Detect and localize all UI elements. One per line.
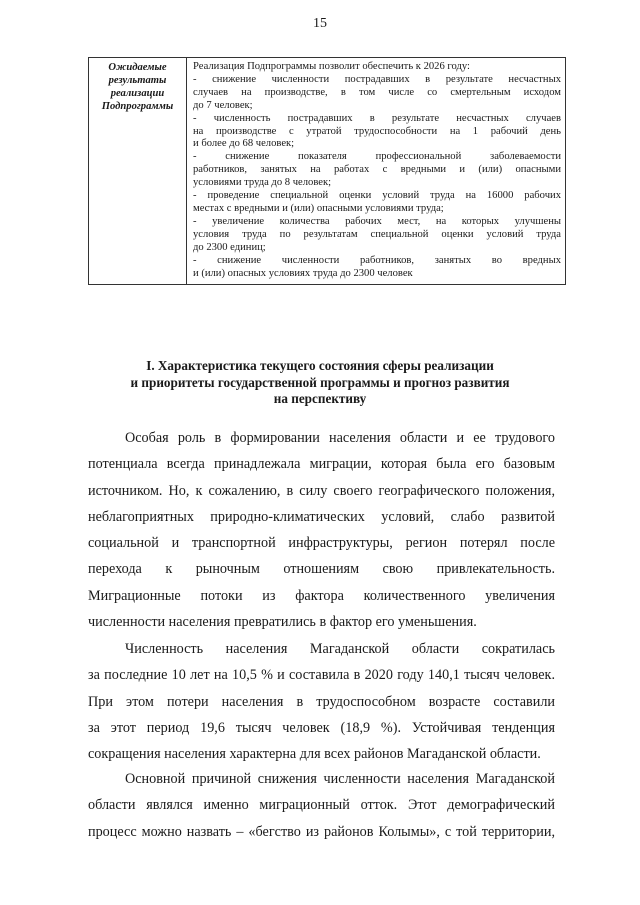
content-line: - снижение численности работников, занятых во вредных: [193, 254, 561, 266]
content-line: Реализация Подпрограммы позволит обеспечить к 2026 году:: [193, 61, 470, 72]
heading-line: на перспективу: [273, 391, 367, 407]
content-line: условиями труда до 8 человек;: [193, 177, 332, 189]
label-line: Подпрограммы: [101, 100, 174, 112]
table-content-cell: [187, 58, 566, 285]
content-line: и (или) опасных условиях труда до 2300 человек: [193, 267, 413, 279]
content-line: случаев на производстве, в том числе со смертельным исходом: [193, 86, 561, 98]
text-line: Миграционные потоки из фактора количественного увеличения: [88, 587, 555, 604]
text-line: неблагоприятных природно-климатических условий, слабо развитой: [88, 508, 555, 525]
label-line: Ожидаемые: [108, 62, 167, 73]
text-line: области являлся именно миграционный отток. Этот демографический: [88, 797, 555, 814]
text-line: Численность населения Магаданской области сократилась: [125, 641, 555, 657]
content-line: работников, занятых на работах с вредными и (или) опасными: [193, 164, 561, 176]
page-number: 15: [313, 16, 327, 31]
content-line: - снижение показателя профессиональной заболеваемости: [193, 151, 561, 163]
text-line: источником. Но, к сожалению, в силу своего географического положения,: [88, 482, 555, 499]
content-line: - снижение численности пострадавших в результате несчастных: [193, 73, 561, 85]
content-line: на производстве с утратой трудоспособности на 1 рабочий день: [193, 125, 561, 137]
content-line: - проведение специальной оценки условий труда на 16000 рабочих: [193, 190, 561, 202]
content-line: и более до 68 человек;: [193, 138, 295, 150]
content-line: - численность пострадавших в результате несчастных случаев: [193, 112, 561, 124]
text-line: за этот период 19,6 тысяч человек (18,9 %). Устойчивая тенденция: [88, 719, 555, 736]
text-line: социальной и транспортной инфраструктуры, регион потерял после: [88, 535, 555, 552]
label-line: реализации: [110, 87, 165, 99]
text-line: перехода к рыночным отношениям свою привлекательность.: [88, 561, 555, 578]
label-line: результаты: [108, 74, 167, 86]
text-line: потенциала всегда принадлежала миграции, которая была его базовым: [88, 456, 555, 473]
paragraph-migration-role: [88, 425, 555, 635]
heading-line: и приоритеты государственной программы и прогноз развития: [130, 374, 510, 390]
text-line: сокращения населения характерна для всех районов Магаданской области.: [88, 746, 541, 763]
table-row: [89, 58, 566, 285]
content-line: условия труда по результатам специальной оценки условий труда: [193, 228, 561, 240]
text-line: Особая роль в формировании населения области и ее трудового: [125, 430, 555, 446]
results-table: [88, 57, 566, 285]
paragraph-population-decline: [88, 636, 555, 767]
text-line: При этом потери населения в трудоспособном возрасте составили: [88, 693, 555, 710]
content-line: - увеличение количества рабочих мест, на которых улучшены: [193, 215, 561, 227]
table-label-cell: [89, 58, 187, 285]
section-heading: [70, 358, 570, 408]
text-line: численности населения превратились в фактор его уменьшения.: [88, 614, 477, 631]
paragraph-migration-outflow: [88, 766, 555, 845]
text-line: за последние 10 лет на 10,5 % и составила в 2020 году 140,1 тысяч человек.: [88, 667, 555, 684]
heading-line: I. Характеристика текущего состояния сферы реализации: [146, 358, 494, 373]
content-line: до 7 человек;: [193, 99, 253, 111]
content-line: до 2300 единиц;: [193, 241, 266, 253]
text-line: Основной причиной снижения численности населения Магаданской: [125, 771, 555, 787]
content-line: местах с вредными и (или) опасными условиями труда;: [193, 202, 444, 214]
text-line: процесс можно назвать – «бегство из районов Колымы», с той территории,: [88, 823, 555, 840]
